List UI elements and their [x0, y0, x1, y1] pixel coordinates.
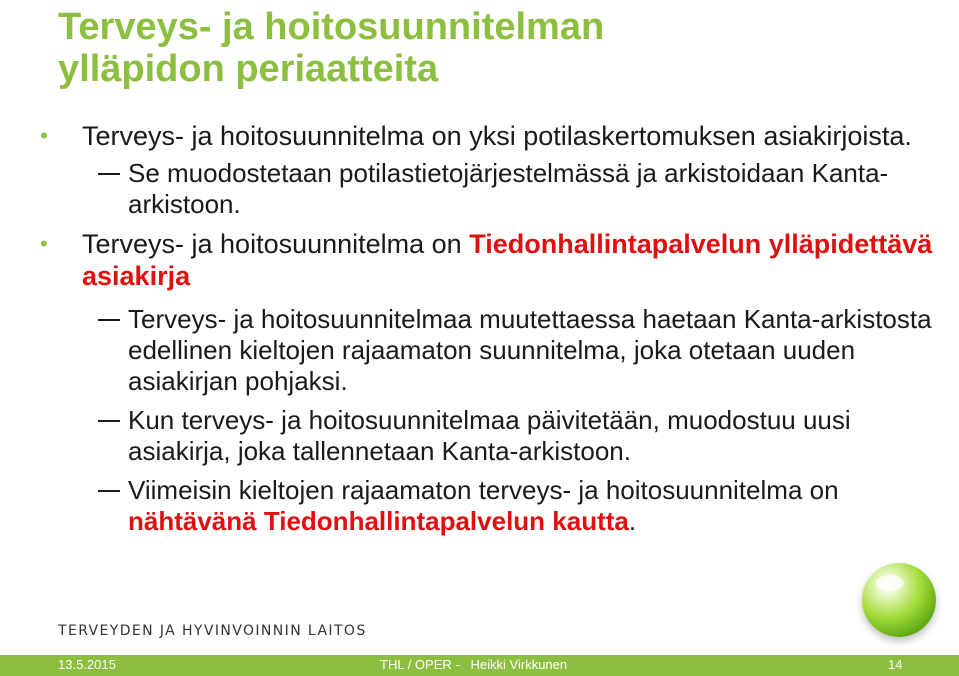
dash-icon — [98, 173, 120, 175]
bullet-2 — [40, 228, 945, 292]
title-line-1: Terveys- ja hoitosuunnitelman — [58, 6, 605, 48]
footer-bar — [0, 655, 959, 676]
green-globe-icon — [862, 563, 936, 637]
globe-highlight — [876, 575, 904, 591]
sub-bullet-1-1-text: Se muodostetaan potilastietojärjestelmässä ja arkistoidaan Kanta-arkistoon. — [128, 158, 889, 219]
footer-date: 13.5.2015 — [58, 657, 116, 672]
sub-bullet-2-2 — [40, 405, 945, 467]
bullet-dot-icon: • — [40, 123, 48, 148]
bullet-2-highlight: Tiedonhallintapalvelun ylläpidettävä asiakirja — [82, 229, 933, 291]
sub-bullet-2-2-text: Kun terveys- ja hoitosuunnitelmaa päivitetään, muodostuu uusi asiakirja, joka tallennetaan Kanta-arkistoon. — [128, 405, 851, 466]
bullet-2-text: Terveys- ja hoitosuunnitelma on — [82, 229, 470, 259]
title-line-2: ylläpidon periaatteita — [58, 48, 439, 90]
dash-icon — [98, 420, 120, 422]
sub-bullet-2-3-highlight: nähtävänä Tiedonhallintapalvelun kautta — [128, 506, 629, 536]
sub-bullet-2-1-text: Terveys- ja hoitosuunnitelmaa muutettaessa haetaan Kanta-arkistosta edellinen kieltojen rajaamaton suunnitelma, joka otetaan uuden asiakirjan pohjaksi. — [128, 304, 932, 396]
bullet-1-text: Terveys- ja hoitosuunnitelma on yksi potilaskertomuksen asiakirjoista. — [82, 121, 912, 151]
footer-author: THL / OPER - Heikki Virkkunen — [380, 657, 568, 672]
organization-logo: TERVEYDEN JA HYVINVOINNIN LAITOS — [58, 623, 367, 639]
sub-bullet-2-3-text: Viimeisin kieltojen rajaamaton terveys- ja hoitosuunnitelma on — [128, 475, 839, 505]
bullet-dot-icon: • — [40, 231, 48, 256]
bullet-1 — [40, 120, 945, 152]
sub-bullet-2-3 — [40, 475, 945, 537]
page-number: 14 — [888, 657, 903, 672]
dash-icon — [98, 490, 120, 492]
sub-bullet-2-3-suffix: . — [628, 506, 637, 536]
sub-bullet-1-1 — [40, 158, 945, 220]
slide-content — [40, 120, 945, 545]
slide-title — [58, 6, 938, 90]
sub-bullet-2-1 — [40, 304, 945, 397]
dash-icon — [98, 319, 120, 321]
